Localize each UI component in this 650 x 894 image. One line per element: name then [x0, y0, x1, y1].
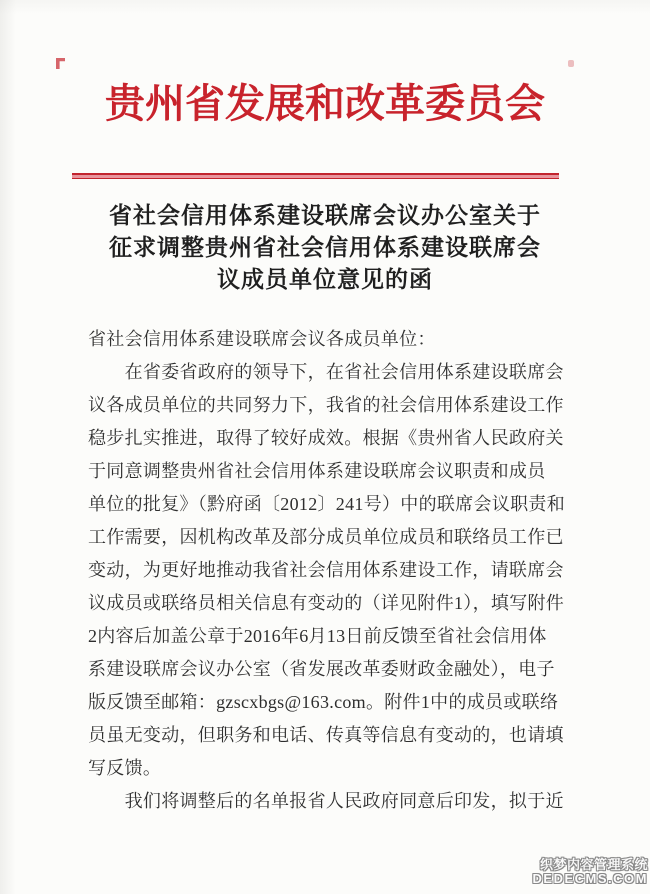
watermark [533, 857, 648, 886]
document-title [0, 200, 650, 296]
body-line: 写反馈。 [88, 758, 162, 778]
body-line: 员虽无变动，但职务和电话、传真等信息有变动的，也请填 [88, 725, 564, 745]
body-line: 议各成员单位的共同努力下，我省的社会信用体系建设工作 [88, 395, 564, 415]
document-body [88, 323, 572, 818]
body-line: 2内容后加盖公章于2016年6月13日前反馈至省社会信用体 [88, 626, 547, 646]
body-line: 于同意调整贵州省社会信用体系建设联席会议职责和成员 [88, 461, 546, 481]
body-line: 版反馈至邮箱：gzscxbgs@163.com。附件1中的成员或联络 [88, 692, 559, 712]
body-line: 系建设联席会议办公室（省发展改革委财政金融处），电子 [88, 659, 555, 679]
watermark-cn-text: 织梦内容管理系统 [539, 857, 648, 872]
body-line: 在省委省政府的领导下，在省社会信用体系建设联席会 [88, 362, 564, 382]
letterhead-agency-name: 贵州省发展和改革委员会 [105, 81, 545, 126]
body-line: 单位的批复》（黔府函〔2012〕241号）中的联席会议职责和 [88, 494, 565, 514]
document-title-line: 议成员单位意见的函 [217, 267, 433, 292]
letterhead-divider-rule [72, 173, 559, 179]
body-line: 省社会信用体系建设联席会议各成员单位： [88, 329, 436, 349]
scan-artifact [56, 58, 65, 69]
scan-artifact [568, 60, 574, 67]
watermark-en-text: DEDECMS.COM [532, 871, 648, 886]
body-line: 我们将调整后的名单报省人民政府同意后印发，拟于近 [88, 791, 564, 811]
body-line: 议成员或联络员相关信息有变动的（详见附件1），填写附件 [88, 593, 565, 613]
document-title-line: 省社会信用体系建设联席会议办公室关于 [109, 203, 541, 228]
body-line: 变动，为更好地推动我省社会信用体系建设工作，请联席会 [88, 560, 564, 580]
body-line: 工作需要，因机构改革及部分成员单位成员和联络员工作已 [88, 527, 564, 547]
body-line: 稳步扎实推进，取得了较好成效。根据《贵州省人民政府关 [88, 428, 564, 448]
document-title-line: 征求调整贵州省社会信用体系建设联席会 [109, 235, 541, 260]
